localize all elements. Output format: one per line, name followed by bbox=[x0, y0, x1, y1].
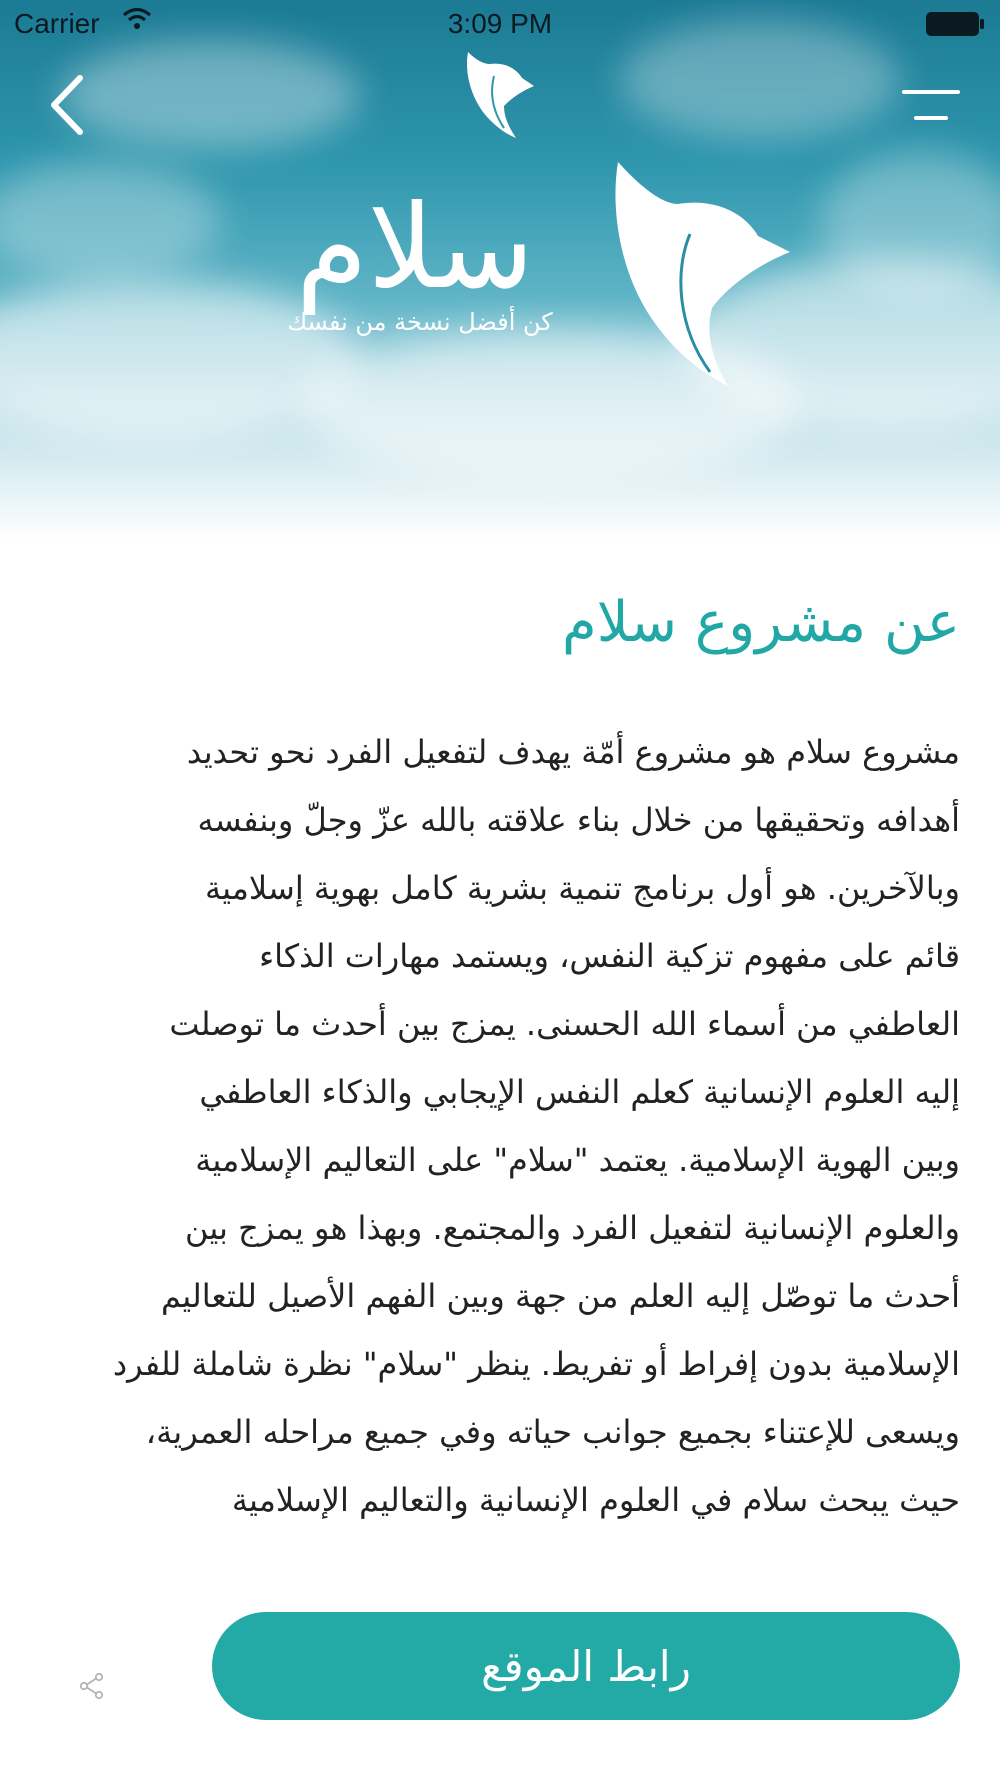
about-line: العاطفي من أسماء الله الحسنى. يمزج بين أحدث ما توصلت bbox=[169, 1005, 960, 1043]
battery-icon bbox=[926, 12, 984, 36]
status-time: 3:09 PM bbox=[447, 8, 553, 39]
about-line: حيث يبحث سلام في العلوم الإنسانية والتعاليم الإسلامية bbox=[231, 1481, 960, 1519]
about-line: مشروع سلام هو مشروع أمّة يهدف لتفعيل الفرد نحو تحديد bbox=[186, 733, 960, 771]
share-icon[interactable] bbox=[78, 1672, 106, 1700]
page-title: عن مشروع سلام bbox=[562, 590, 960, 655]
bird-icon bbox=[460, 48, 540, 140]
about-line: وبين الهوية الإسلامية. يعتمد "سلام" على التعاليم الإسلامية bbox=[195, 1141, 960, 1179]
about-line: إليه العلوم الإنسانية كعلم النفس الإيجابي والذكاء العاطفي bbox=[199, 1073, 960, 1111]
about-line: وبالآخرين. هو أول برنامج تنمية بشرية كامل بهوية إسلامية bbox=[204, 869, 960, 907]
header-banner bbox=[0, 0, 1000, 540]
logo-tagline: كن أفضل نسخة من نفسك bbox=[287, 308, 553, 336]
about-line: الإسلامية بدون إفراط أو تفريط. ينظر "سلام" نظرة شاملة للفرد bbox=[112, 1345, 960, 1383]
about-line: أهدافه وتحقيقها من خلال بناء علاقته بالله عزّ وجلّ وبنفسه bbox=[197, 801, 960, 839]
carrier-label: Carrier bbox=[14, 8, 100, 39]
about-line: أحدث ما توصّل إليه العلم من جهة وبين الفهم الأصيل للتعاليم bbox=[161, 1277, 960, 1315]
website-link-button[interactable] bbox=[212, 1612, 960, 1720]
website-link-label: رابط الموقع bbox=[481, 1641, 691, 1691]
about-line: قائم على مفهوم تزكية النفس، ويستمد مهارات الذكاء bbox=[259, 937, 960, 975]
about-description bbox=[40, 718, 960, 1534]
about-line: والعلوم الإنسانية لتفعيل الفرد والمجتمع. وبهذا هو يمزج بين bbox=[184, 1209, 960, 1247]
back-chevron-icon[interactable] bbox=[44, 70, 94, 140]
salam-logo bbox=[260, 160, 800, 390]
hamburger-menu-icon[interactable] bbox=[900, 86, 962, 126]
about-line: ويسعى للإعتناء بجميع جوانب حياته وفي جميع مراحله العمرية، bbox=[145, 1413, 960, 1451]
status-bar bbox=[0, 0, 1000, 50]
logo-wordmark: سلام bbox=[295, 180, 535, 315]
